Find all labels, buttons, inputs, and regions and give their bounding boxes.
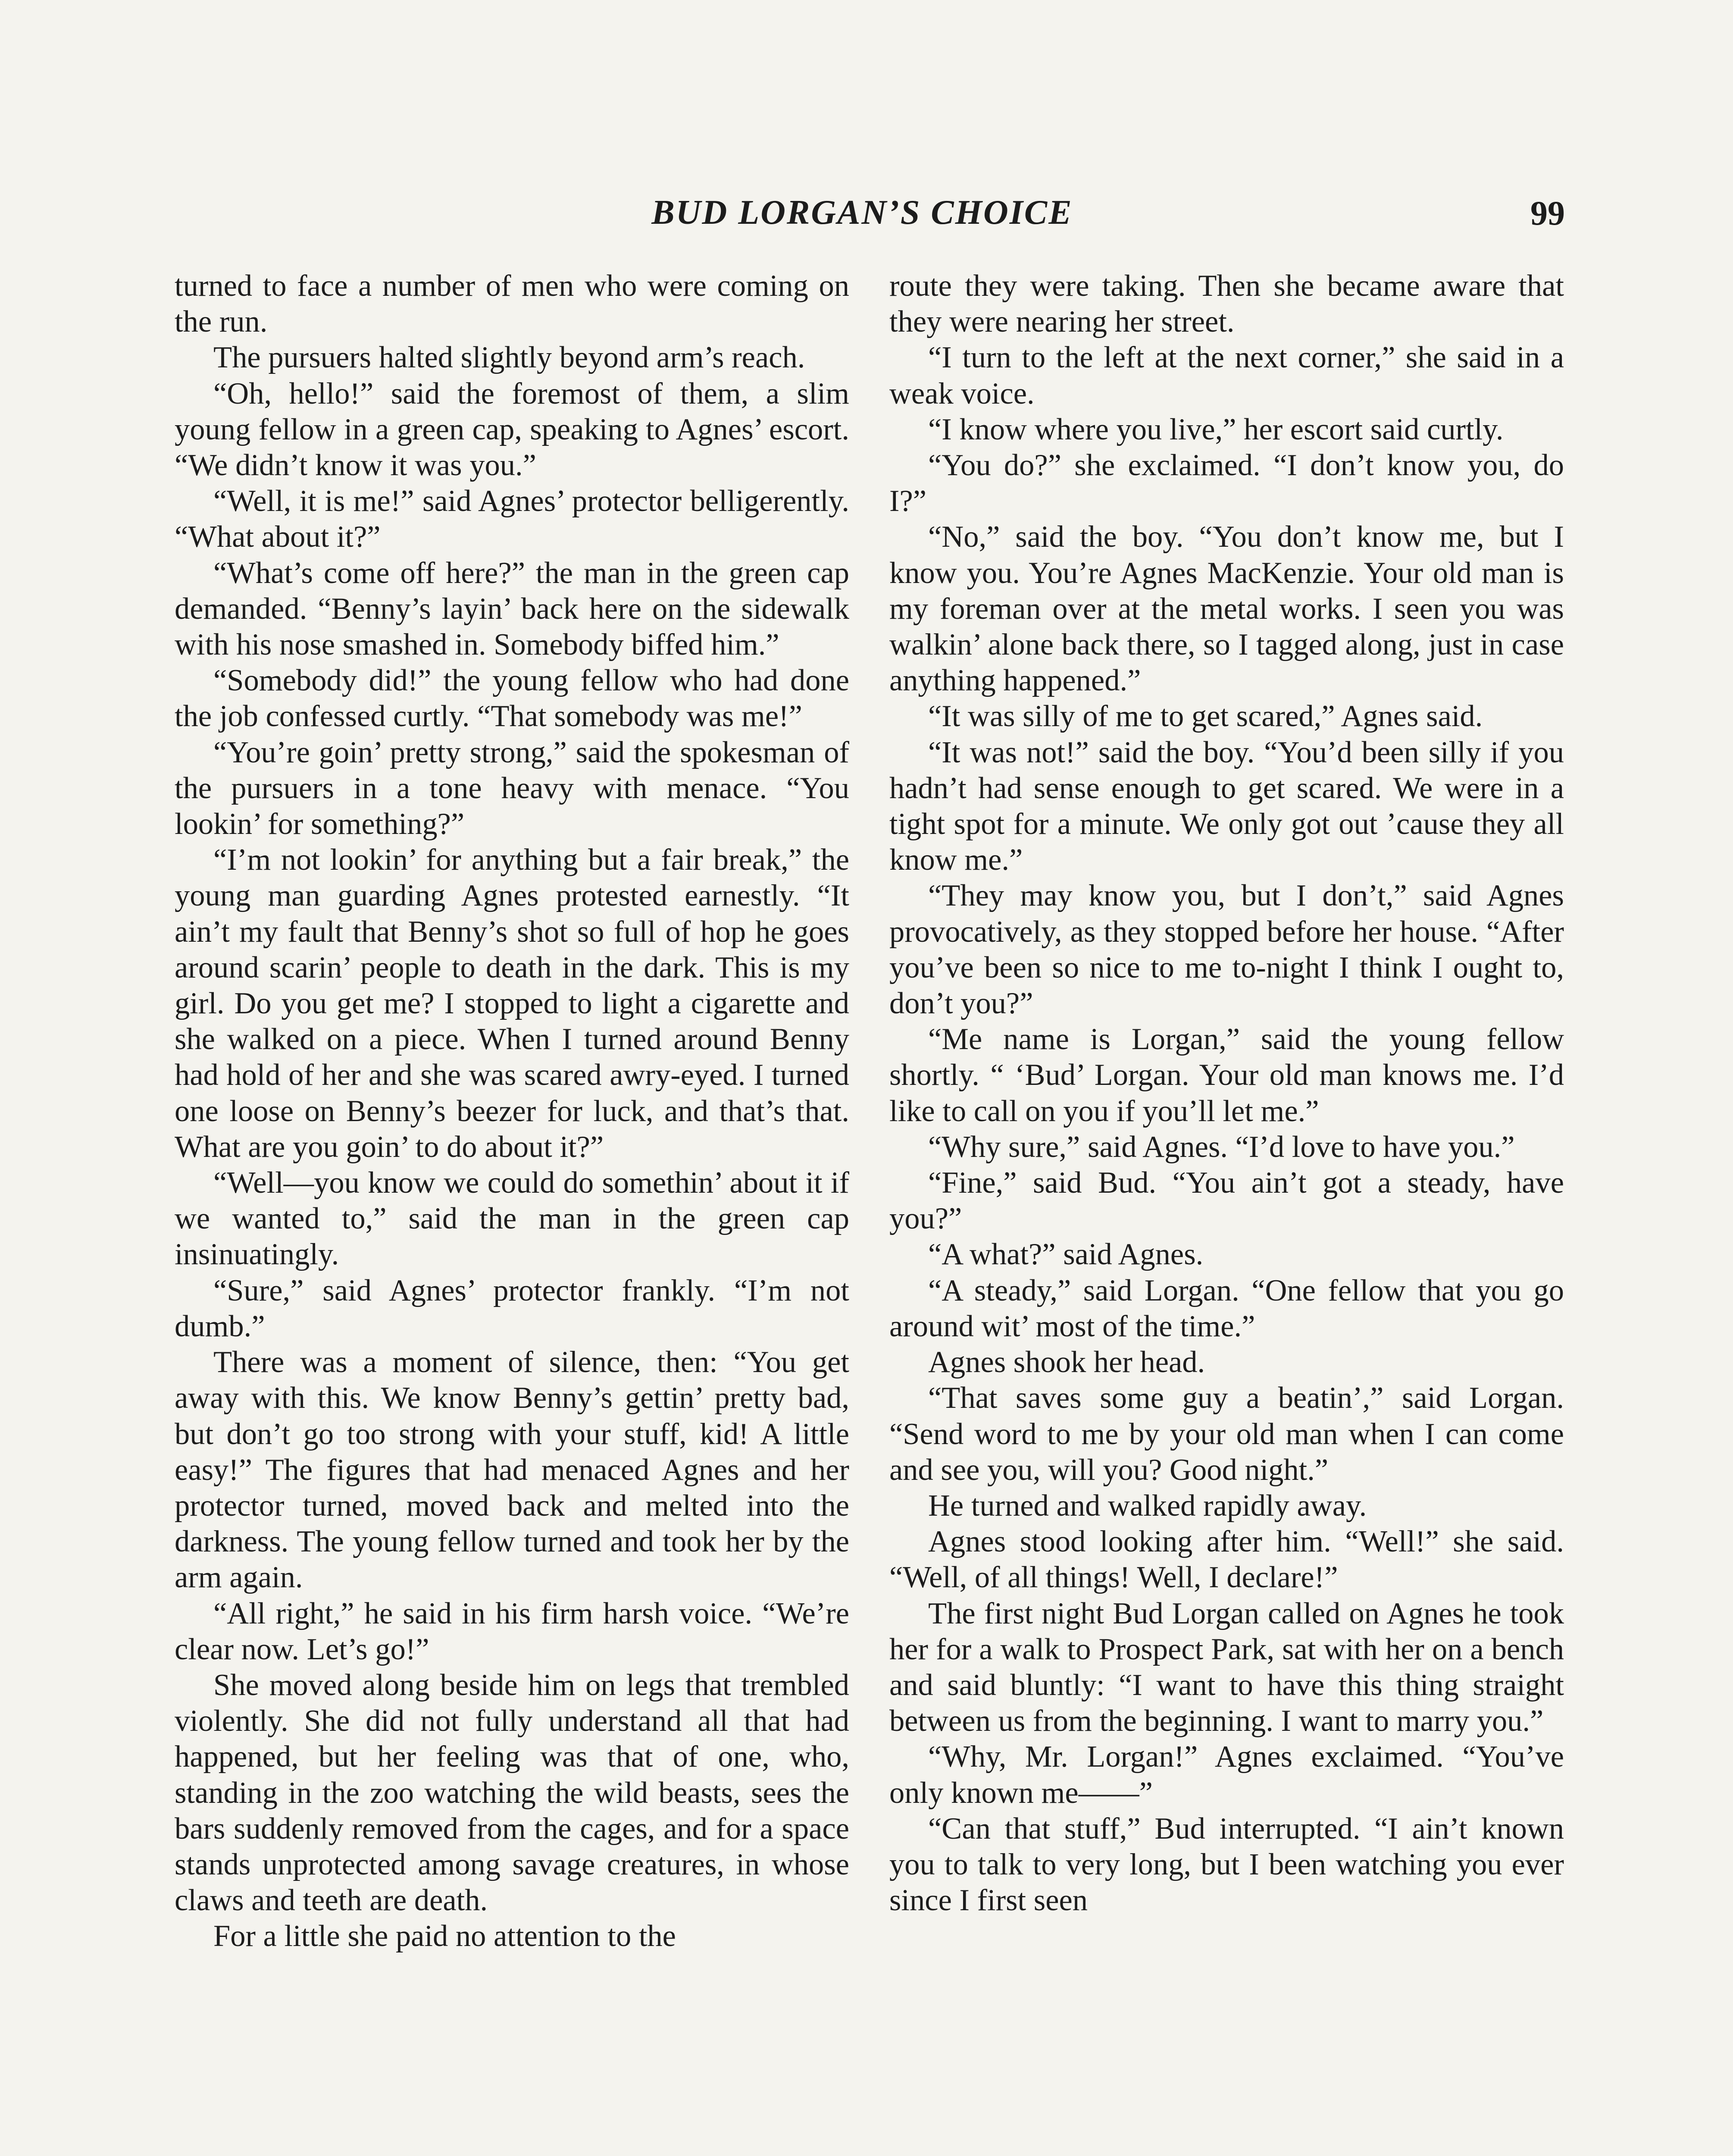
paragraph: “I know where you live,” her escort said curtly. bbox=[928, 412, 1504, 446]
paragraph: “Fine,” said Bud. “You ain’t got a steady, have you?” bbox=[889, 1166, 1564, 1236]
paragraph: She moved along beside him on legs that trembled violently. She did not fully understand all that had happened, but her feeling was that of one, who, standing in the zoo watching the wild beasts, sees the bars suddenly removed from the cages, and for a space stands unprotected among savage creatures, in whose claws and teeth are death. bbox=[175, 1668, 849, 1918]
paragraph: “I turn to the left at the next corner,” she said in a weak voice. bbox=[889, 341, 1564, 411]
paragraph: “Oh, hello!” said the foremost of them, a slim young fellow in a green cap, speaking to Agnes’ escort. “We didn’t know it was you.” bbox=[175, 376, 849, 483]
paragraph: “Sure,” said Agnes’ protector frankly. “I’m not dumb.” bbox=[175, 1273, 849, 1343]
paragraph: For a little she paid no attention to the bbox=[213, 1919, 676, 1953]
paragraph: “Well—you know we could do somethin’ about it if we wanted to,” said the man in the green cap insinuatingly. bbox=[175, 1166, 849, 1272]
paragraph: “You’re goin’ pretty strong,” said the spokesman of the pursuers in a tone heavy with menace. “You lookin’ for something?” bbox=[175, 735, 849, 841]
paragraph: Agnes stood looking after him. “Well!” she said. “Well, of all things! Well, I declare!” bbox=[889, 1525, 1564, 1595]
left-column bbox=[175, 268, 849, 1955]
paragraph: “Well, it is me!” said Agnes’ protector belligerently. “What about it?” bbox=[175, 484, 849, 554]
paragraph: He turned and walked rapidly away. bbox=[928, 1489, 1367, 1523]
paragraph: turned to face a number of men who were coming on the run. bbox=[175, 269, 849, 339]
paragraph: There was a moment of silence, then: “You get away with this. We know Benny’s gettin’ pretty bad, but don’t go too strong with your stuff, kid! A little easy!” The figures that had menaced Agnes and her protector turned, moved back and melted into the darkness. The young fellow turned and took her by the arm again. bbox=[175, 1345, 849, 1595]
paragraph: “It was not!” said the boy. “You’d been silly if you hadn’t had sense enough to get scared. We were in a tight spot for a minute. We only got out ’cause they all know me.” bbox=[889, 735, 1564, 877]
paragraph: “A steady,” said Lorgan. “One fellow that you go around wit’ most of the time.” bbox=[889, 1273, 1564, 1343]
paragraph: “Can that stuff,” Bud interrupted. “I ain’t known you to talk to very long, but I been watching you ever since I first seen bbox=[889, 1811, 1564, 1918]
paragraph: “What’s come off here?” the man in the green cap demanded. “Benny’s layin’ back here on the sidewalk with his nose smashed in. Somebody biffed him.” bbox=[175, 556, 849, 662]
paragraph: Agnes shook her head. bbox=[928, 1345, 1205, 1379]
paragraph: “A what?” said Agnes. bbox=[928, 1238, 1204, 1272]
paragraph: The first night Bud Lorgan called on Agnes he took her for a walk to Prospect Park, sat with her on a bench and said bluntly: “I want to have this thing straight between us from the beginning. I want to marry you.” bbox=[889, 1596, 1564, 1738]
paragraph: “Why sure,” said Agnes. “I’d love to have you.” bbox=[928, 1130, 1515, 1164]
running-title: BUD LORGAN’S CHOICE bbox=[651, 194, 1073, 232]
paragraph: route they were taking. Then she became aware that they were nearing her street. bbox=[889, 269, 1564, 339]
paragraph: “Me name is Lorgan,” said the young fellow shortly. “ ‘Bud’ Lorgan. Your old man knows me. I’d like to call on you if you’ll let me.” bbox=[889, 1022, 1564, 1128]
paragraph: “That saves some guy a beatin’,” said Lorgan. “Send word to me by your old man when I can come and see you, will you? Good night.” bbox=[889, 1381, 1564, 1487]
paragraph: “Why, Mr. Lorgan!” Agnes exclaimed. “You’ve only known me——” bbox=[889, 1740, 1564, 1810]
page-number: 99 bbox=[1530, 194, 1565, 232]
paragraph: “You do?” she exclaimed. “I don’t know you, do I?” bbox=[889, 448, 1564, 518]
right-column bbox=[889, 268, 1564, 1918]
paragraph: “No,” said the boy. “You don’t know me, but I know you. You’re Agnes MacKenzie. Your old man is my foreman over at the metal works. I seen you was walkin’ alone back there, so I tagged along, just in case anything happened.” bbox=[889, 520, 1564, 698]
paragraph: “Somebody did!” the young fellow who had done the job confessed curtly. “That somebody was me!” bbox=[175, 664, 849, 733]
paragraph: The pursuers halted slightly beyond arm’s reach. bbox=[213, 341, 805, 375]
paragraph: “It was silly of me to get scared,” Agnes said. bbox=[928, 699, 1483, 733]
paragraph: “All right,” he said in his firm harsh voice. “We’re clear now. Let’s go!” bbox=[175, 1596, 849, 1666]
paragraph: “They may know you, but I don’t,” said Agnes provocatively, as they stopped before her house. “After you’ve been so nice to me to-night I think I ought to, don’t you?” bbox=[889, 879, 1564, 1021]
paragraph: “I’m not lookin’ for anything but a fair break,” the young man guarding Agnes protested earnestly. “It ain’t my fault that Benny’s shot so full of hop he goes around scarin’ people to death in the dark. This is my girl. Do you get me? I stopped to light a cigarette and she walked on a piece. When I turned around Benny had hold of her and she was scared awry-eyed. I turned one loose on Benny’s beezer for luck, and that’s that. What are you goin’ to do about it?” bbox=[175, 843, 849, 1164]
